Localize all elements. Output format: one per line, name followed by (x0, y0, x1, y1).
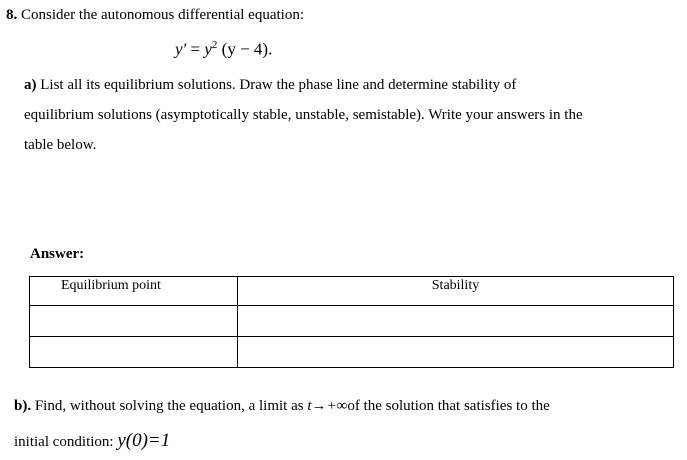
equation-base: y (204, 39, 212, 59)
part-b-text-1a: Find, without solving the equation, a limit as (34, 398, 308, 414)
part-b-text-1b: of the solution that satisfies to the (347, 398, 550, 414)
equation-exponent: 2 (211, 39, 218, 51)
equation-equals: = (186, 39, 205, 59)
table-header-row (30, 277, 674, 306)
table-cell-equilibrium[interactable] (30, 306, 238, 337)
equation-lhs: y′ (175, 39, 187, 59)
part-a-line-3: table below. (24, 137, 97, 153)
part-b-text-2: initial condition: (14, 434, 118, 450)
part-a-line-1 (24, 77, 516, 94)
limit-expression: t→+∞ (307, 398, 348, 414)
part-b-line-2 (14, 430, 170, 452)
part-a-label: a) (24, 77, 37, 93)
table-row (30, 306, 674, 337)
table-cell-stability[interactable] (238, 306, 674, 337)
answer-table (29, 276, 674, 368)
table-cell-stability[interactable] (238, 337, 674, 368)
table-row (30, 337, 674, 368)
answer-label: Answer: (30, 246, 85, 262)
part-b-line-1 (14, 398, 550, 415)
initial-condition: y(0)=1 (117, 430, 171, 451)
equation-factor: (y − 4). (217, 39, 273, 59)
part-a-text-1: List all its equilibrium solutions. Draw the phase line and determine stability of (40, 77, 517, 93)
question-number: 8. (6, 7, 18, 23)
question-text: Consider the autonomous differential equation: (21, 7, 304, 23)
differential-equation (175, 39, 272, 60)
question-prompt (6, 7, 304, 24)
column-header-stability: Stability (238, 277, 674, 306)
table-cell-equilibrium[interactable] (30, 337, 238, 368)
column-header-equilibrium: Equilibrium point (30, 277, 238, 306)
part-a-line-2: equilibrium solutions (asymptotically stable, unstable, semistable). Write your answers in the (24, 107, 583, 123)
part-b-label: b). (14, 398, 32, 414)
